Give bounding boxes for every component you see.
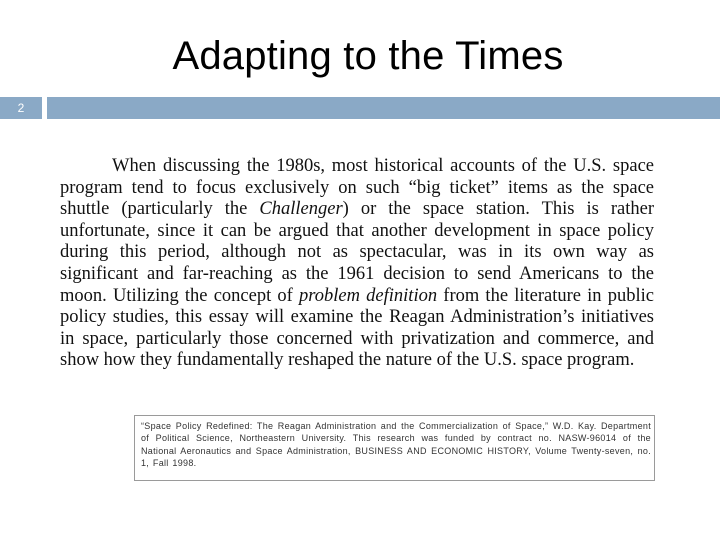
slide-number-badge	[0, 97, 42, 119]
slide-number: 2	[17, 101, 25, 115]
excerpt-paragraph	[60, 156, 654, 372]
excerpt-text-part1: When discussing the 1980s, most historical accounts of the U.S. space program tend to focus exclusively on such “big ticket” items as the space shuttle (particularly the	[60, 156, 654, 220]
excerpt-text-part3: from the literature in public policy studies, this essay will examine the Reagan Administration’s initiatives in space, particularly those concerned with privatization and commerce, and show how they fundamentally reshaped the nature of the U.S. space program.	[60, 285, 654, 371]
excerpt-italic-problem-definition: problem definition	[299, 285, 438, 306]
slide-title: Adapting to the Times	[172, 34, 564, 78]
citation-box	[134, 415, 655, 481]
accent-bar	[47, 97, 720, 119]
excerpt-text-part2: ) or the space station. This is rather unfortunate, since it can be argued that another development in space policy during this period, although not as spectacular, was in its own way as significant and far-reaching as the 1961 decision to send Americans to the moon. Utilizing the concept of	[60, 199, 654, 306]
citation-text: “Space Policy Redefined: The Reagan Administration and the Commercialization of Space,” W.D. Kay. Department of Political Science, Northeastern University. This research was funded by contract no. NASW-96014 of the National Aeronautics and Space Administration, BUSINESS AND ECONOMIC HISTORY, Volume Twenty-seven, no. 1, Fall 1998.	[141, 421, 651, 468]
excerpt-italic-challenger: Challenger	[259, 199, 343, 220]
